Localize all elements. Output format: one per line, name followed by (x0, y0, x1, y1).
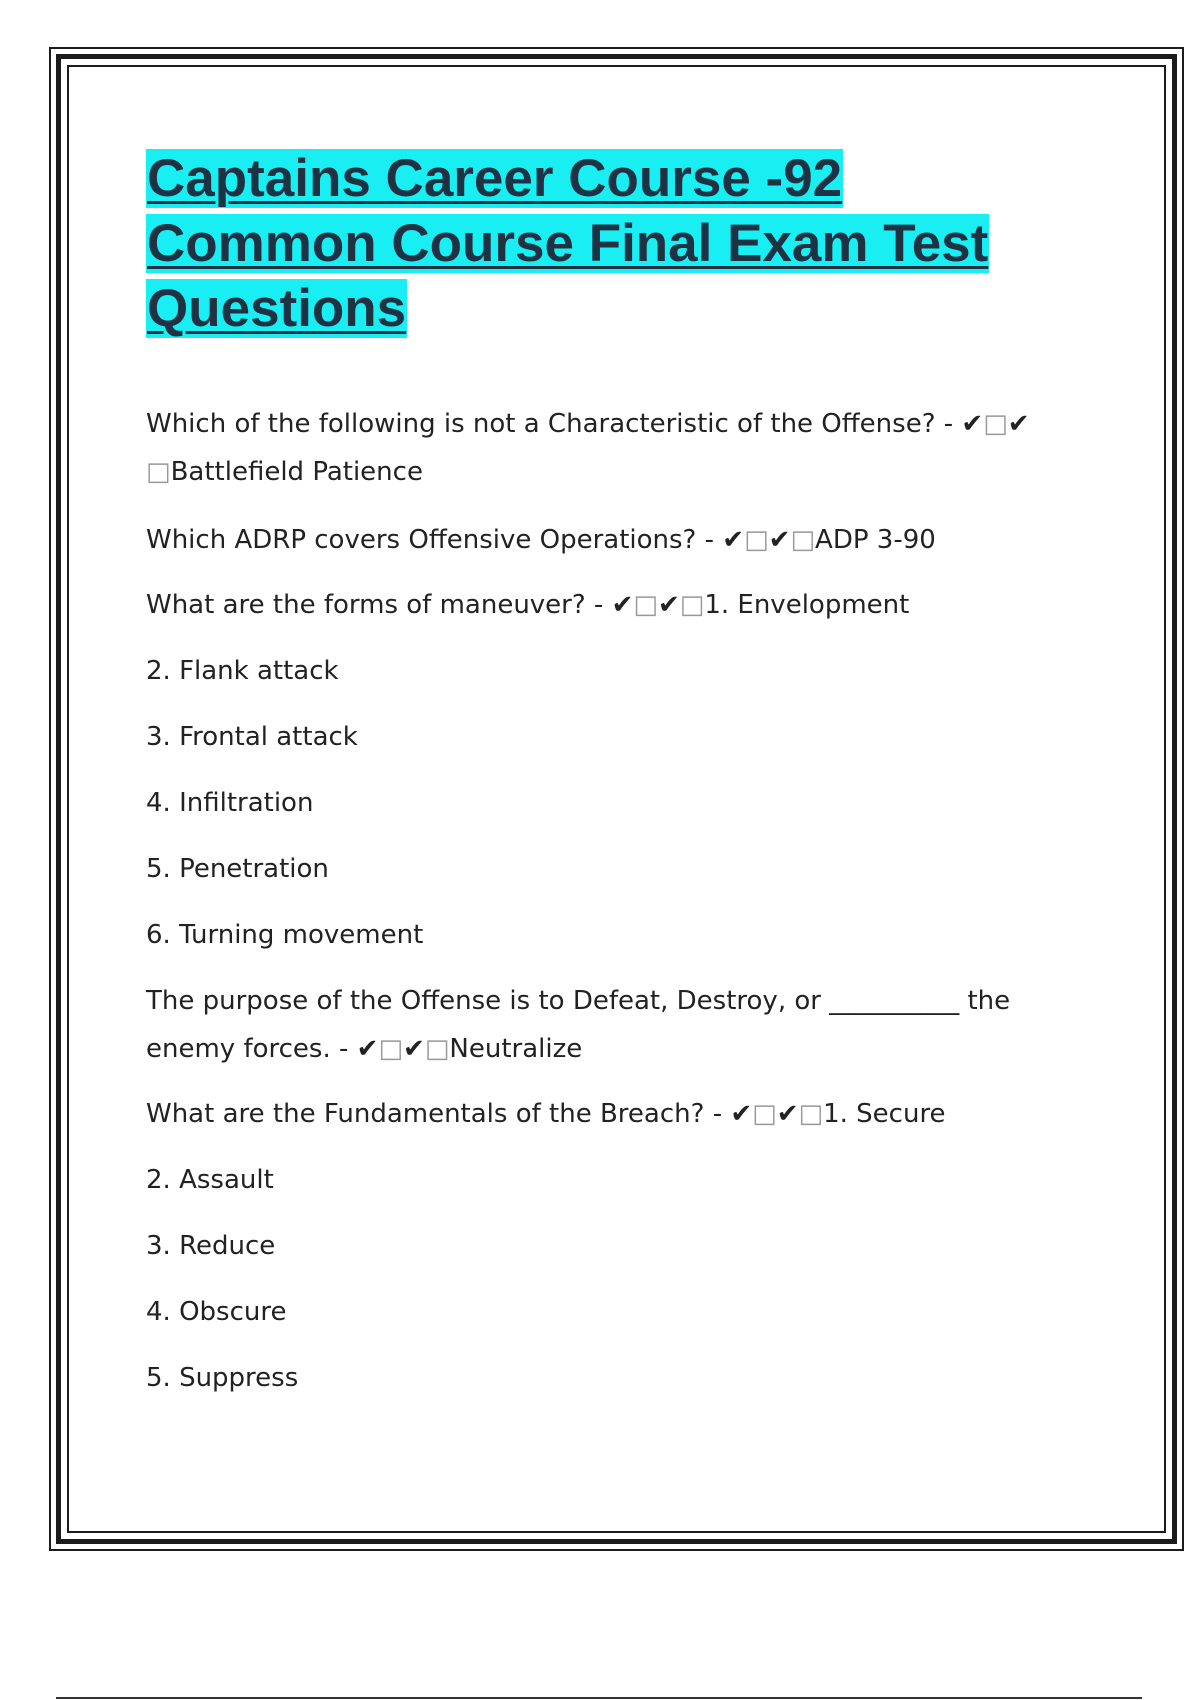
answer-line: 6. Turning movement (146, 920, 424, 950)
qa-item-5 (146, 1090, 1066, 1138)
question-list (146, 400, 1066, 1402)
check-icon: ✔ (1007, 409, 1030, 439)
box-icon: □ (790, 525, 816, 555)
answer-line: 4. Obscure (146, 1297, 287, 1327)
answer-line: 2. Flank attack (146, 656, 339, 686)
check-icon: ✔ (776, 1099, 799, 1129)
answer-line: 5. Suppress (146, 1363, 299, 1393)
title-line-3: Questions (147, 279, 407, 338)
answer-line: 3. Frontal attack (146, 722, 358, 752)
check-icon: ✔ (961, 409, 984, 439)
answer-text: Battlefield Patience (170, 457, 423, 487)
box-icon: □ (983, 409, 1008, 439)
box-icon: □ (146, 457, 171, 487)
footer-divider (56, 1697, 1142, 1699)
title-line-2: Common Course Final Exam Test (147, 214, 989, 273)
answer-text: 1. Envelopment (704, 590, 910, 620)
check-icon: ✔ (657, 590, 680, 620)
answer-text: 1. Secure (823, 1099, 946, 1129)
box-icon: □ (744, 525, 769, 555)
answer-line: 5. Penetration (146, 854, 329, 884)
answer-line: 4. Infiltration (146, 788, 314, 818)
answer-line: 2. Assault (146, 1165, 274, 1195)
qa-item-1 (146, 400, 1066, 496)
answer-text: ADP 3-90 (815, 525, 936, 555)
question-text: Which of the following is not a Characteristic of the Offense? - (146, 409, 954, 439)
check-icon: ✔ (611, 590, 634, 620)
box-icon: □ (679, 590, 705, 620)
box-icon: □ (633, 590, 658, 620)
question-text: What are the Fundamentals of the Breach? - (146, 1099, 723, 1129)
answer-line: 3. Reduce (146, 1231, 276, 1261)
question-text: What are the forms of maneuver? - (146, 590, 604, 620)
check-icon: ✔ (768, 525, 791, 555)
qa-item-4 (146, 977, 1066, 1073)
box-icon: □ (424, 1034, 450, 1064)
box-icon: □ (798, 1099, 824, 1129)
check-icon: ✔ (730, 1099, 753, 1129)
box-icon: □ (752, 1099, 777, 1129)
qa-item-2 (146, 516, 1066, 564)
check-icon: ✔ (356, 1034, 379, 1064)
qa-item-3 (146, 581, 1066, 629)
answer-text: Neutralize (449, 1034, 583, 1064)
title-line-1: Captains Career Course -92 (147, 149, 843, 208)
question-text: The purpose of the Offense is to Defeat, Destroy, or __________ the enemy forces. - (146, 986, 1011, 1064)
document-title (146, 146, 1066, 341)
question-text: Which ADRP covers Offensive Operations? - (146, 525, 715, 555)
box-icon: □ (378, 1034, 404, 1064)
check-icon: ✔ (722, 525, 745, 555)
check-icon: ✔ (403, 1034, 425, 1064)
